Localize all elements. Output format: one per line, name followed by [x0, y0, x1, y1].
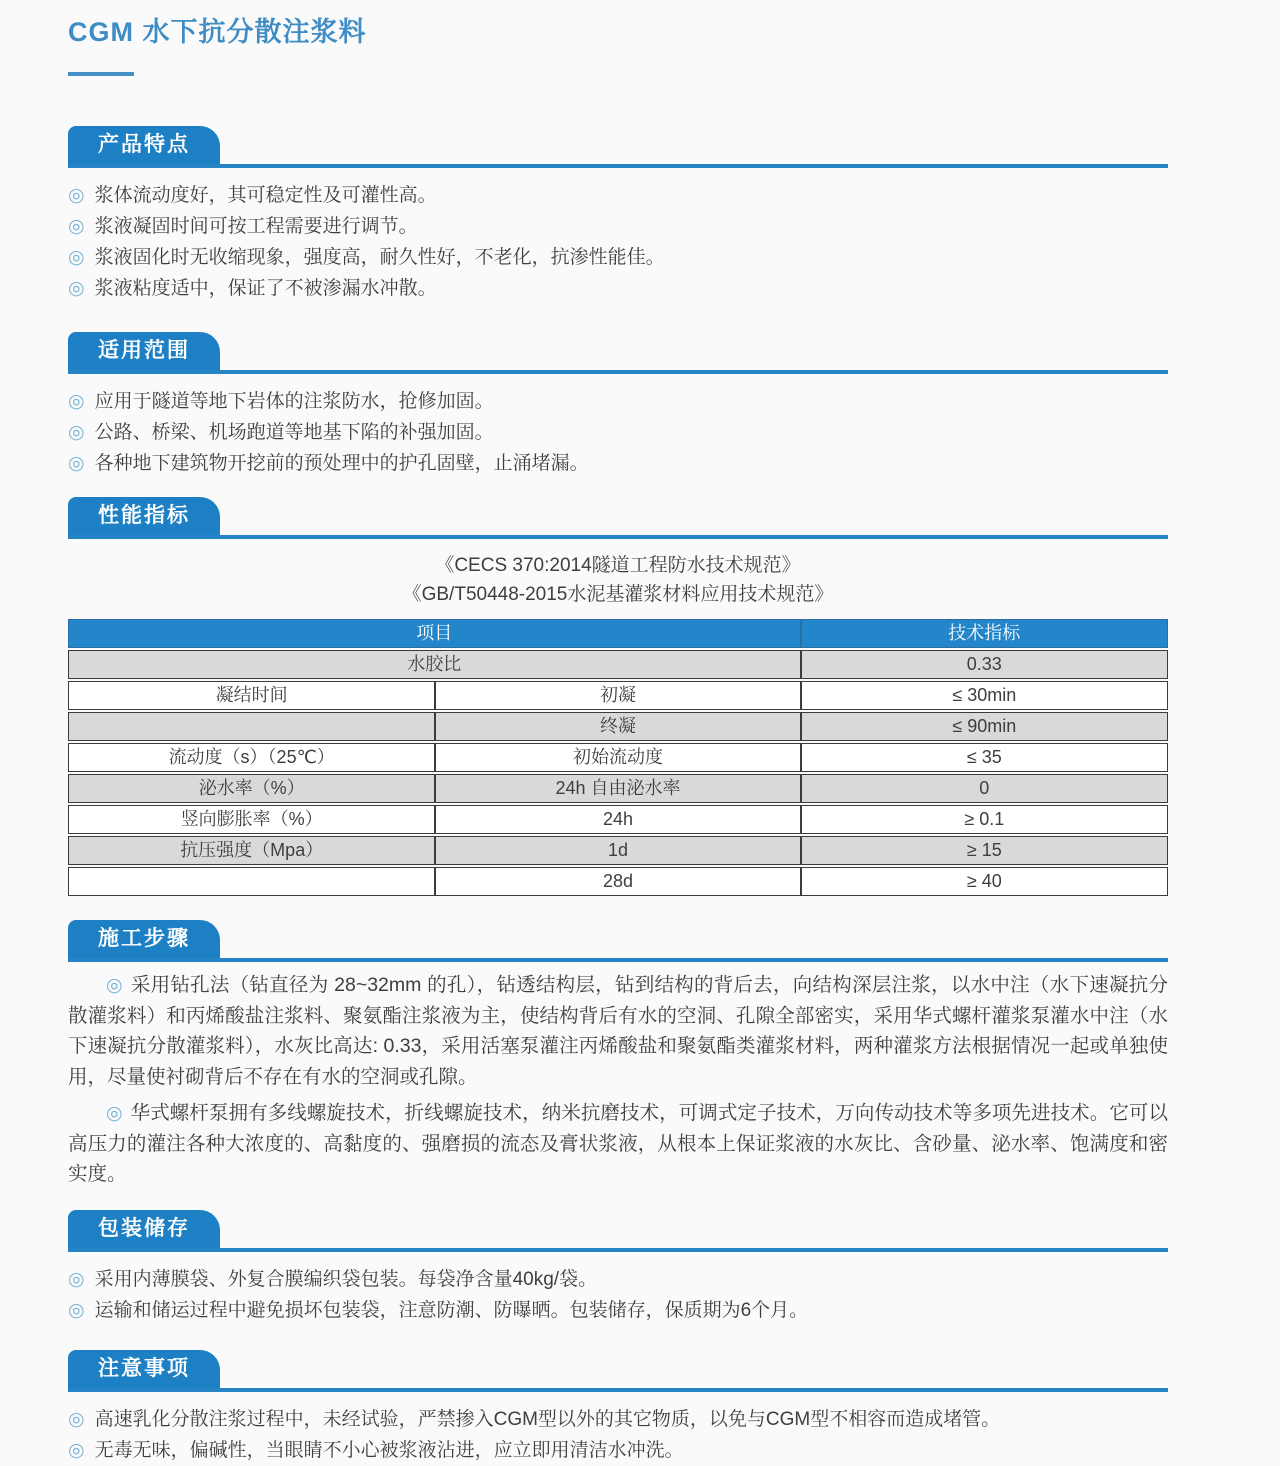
section-header-rule	[68, 332, 1168, 374]
table-cell: 0.33	[801, 650, 1168, 679]
section-heading-notes: 注意事项	[68, 1350, 220, 1388]
section-header-rule	[68, 126, 1168, 168]
list-item	[68, 417, 1168, 448]
table-cell: 初凝	[435, 681, 800, 710]
table-cell: 抗压强度（Mpa）	[68, 836, 435, 865]
table-header-indicator: 技术指标	[801, 619, 1168, 648]
table-cell: ≤ 35	[801, 743, 1168, 772]
table-row	[68, 650, 1168, 679]
table-cell: 24h 自由泌水率	[435, 774, 800, 803]
table-header-row	[68, 619, 1168, 648]
bullet-icon: ◎	[68, 1268, 85, 1290]
table-header-item: 项目	[68, 619, 801, 648]
bullet-icon: ◎	[68, 391, 85, 412]
list-item	[68, 1295, 1168, 1326]
table-cell: 1d	[435, 836, 800, 865]
section-heading-construction: 施工步骤	[68, 920, 220, 958]
list-item-text: 各种地下建筑物开挖前的预处理中的护孔固壁，止涌堵漏。	[94, 453, 589, 474]
bullet-icon: ◎	[68, 1408, 85, 1430]
table-cell: ≤ 90min	[801, 712, 1168, 741]
paragraph-text: 采用钻孔法（钻直径为 28~32mm 的孔），钻透结构层，钻到结构的背后去，向结构深层注浆，以水中注（水下速凝抗分散灌浆料）和丙烯酸盐注浆料、聚氨酯注浆液为主，使结构背后有水的空洞、孔隙全部密实，采用华式螺杆灌浆泵灌水中注（水下速凝抗分散灌浆料），水灰比高达: 0.33，采用活塞泵灌注丙烯酸盐和聚氨酯类灌浆材料，两种灌浆方法根据情况一起或单独使用，尽量使衬砌背后不存在有水的空洞或孔隙。	[68, 974, 1168, 1088]
bullet-icon: ◎	[68, 422, 85, 443]
list-item-text: 高速乳化分散注浆过程中，未经试验，严禁掺入CGM型以外的其它物质，以免与CGM型不相容而造成堵管。	[94, 1408, 1001, 1430]
table-cell: 流动度（s）（25℃）	[68, 743, 435, 772]
list-item	[68, 1404, 1168, 1435]
list-item-text: 应用于隧道等地下岩体的注浆防水，抢修加固。	[94, 391, 494, 412]
table-cell: 初始流动度	[435, 743, 800, 772]
section-header-rule	[68, 1350, 1168, 1392]
table-cell: 终凝	[435, 712, 800, 741]
list-item	[68, 180, 1168, 211]
section-heading-scope: 适用范围	[68, 332, 220, 370]
list-item-text: 运输和储运过程中避免损坏包装袋，注意防潮、防曝晒。包装储存，保质期为6个月。	[94, 1299, 809, 1321]
table-cell: ≤ 30min	[801, 681, 1168, 710]
bullet-icon: ◎	[68, 453, 85, 474]
table-cell	[68, 867, 435, 896]
table-cell: 凝结时间	[68, 681, 435, 710]
standard-reference: 《GB/T50448-2015水泥基灌浆材料应用技术规范》	[402, 584, 834, 605]
table-cell: 泌水率（%）	[68, 774, 435, 803]
list-item	[68, 386, 1168, 417]
section-construction	[68, 920, 1168, 1190]
paragraph-text: 华式螺杆泵拥有多线螺旋技术，折线螺旋技术，纳米抗磨技术，可调式定子技术，万向传动技术等多项先进技术。它可以高压力的灌注各种大浓度的、高黏度的、强磨损的流态及膏状浆液，从根本上保证浆液的水灰比、含砂量、泌水率、饱满度和密实度。	[68, 1102, 1168, 1185]
list-item-text: 浆液固化时无收缩现象，强度高，耐久性好，不老化，抗渗性能佳。	[94, 247, 665, 268]
table-cell: ≥ 15	[801, 836, 1168, 865]
table-cell: 24h	[435, 805, 800, 834]
list-item	[68, 1264, 1168, 1295]
section-performance	[68, 497, 1168, 898]
section-packaging	[68, 1210, 1168, 1326]
list-item-text: 公路、桥梁、机场跑道等地基下陷的补强加固。	[94, 422, 494, 443]
section-features	[68, 126, 1168, 304]
packaging-list	[68, 1264, 1168, 1326]
standard-reference: 《CECS 370:2014隧道工程防水技术规范》	[435, 555, 801, 576]
table-cell: ≥ 40	[801, 867, 1168, 896]
section-heading-performance: 性能指标	[68, 497, 220, 535]
list-item-text: 采用内薄膜袋、外复合膜编织袋包装。每袋净含量40kg/袋。	[94, 1268, 598, 1290]
title-underline	[68, 72, 134, 76]
table-row	[68, 774, 1168, 803]
bullet-icon: ◎	[68, 185, 85, 206]
list-item-text: 浆液凝固时间可按工程需要进行调节。	[94, 216, 418, 237]
section-header-rule	[68, 497, 1168, 539]
section-scope	[68, 332, 1168, 479]
scope-list	[68, 386, 1168, 479]
section-header-rule	[68, 920, 1168, 962]
list-item	[68, 273, 1168, 304]
list-item-text: 浆液粘度适中，保证了不被渗漏水冲散。	[94, 278, 437, 299]
page-title: CGM 水下抗分散注浆料	[68, 17, 367, 47]
bullet-icon: ◎	[68, 1439, 85, 1461]
list-item	[68, 448, 1168, 479]
table-cell: 28d	[435, 867, 800, 896]
section-header-rule	[68, 1210, 1168, 1252]
section-heading-packaging: 包装储存	[68, 1210, 220, 1248]
paragraph	[68, 970, 1168, 1092]
performance-table	[68, 617, 1168, 898]
standards-references	[68, 551, 1168, 609]
list-item	[68, 242, 1168, 273]
bullet-icon: ◎	[68, 278, 85, 299]
bullet-icon: ◎	[106, 1103, 123, 1124]
table-row	[68, 867, 1168, 896]
list-item	[68, 211, 1168, 242]
table-cell: 竖向膨胀率（%）	[68, 805, 435, 834]
table-row	[68, 712, 1168, 741]
table-cell: 水胶比	[68, 650, 801, 679]
table-cell: 0	[801, 774, 1168, 803]
bullet-icon: ◎	[106, 975, 123, 996]
table-row	[68, 805, 1168, 834]
bullet-icon: ◎	[68, 247, 85, 268]
list-item-text: 浆体流动度好，其可稳定性及可灌性高。	[94, 185, 437, 206]
paragraph	[68, 1098, 1168, 1190]
list-item-text: 无毒无味，偏碱性，当眼睛不小心被浆液沾进，应立即用清洁水冲洗。	[94, 1439, 684, 1461]
table-cell: ≥ 0.1	[801, 805, 1168, 834]
construction-paragraphs	[68, 970, 1168, 1190]
table-row	[68, 743, 1168, 772]
table-row	[68, 836, 1168, 865]
table-row	[68, 681, 1168, 710]
table-cell	[68, 712, 435, 741]
list-item	[68, 1435, 1168, 1466]
bullet-icon: ◎	[68, 1299, 85, 1321]
section-heading-features: 产品特点	[68, 126, 220, 164]
features-list	[68, 180, 1168, 304]
bullet-icon: ◎	[68, 216, 85, 237]
notes-list	[68, 1404, 1168, 1466]
section-notes	[68, 1350, 1168, 1466]
